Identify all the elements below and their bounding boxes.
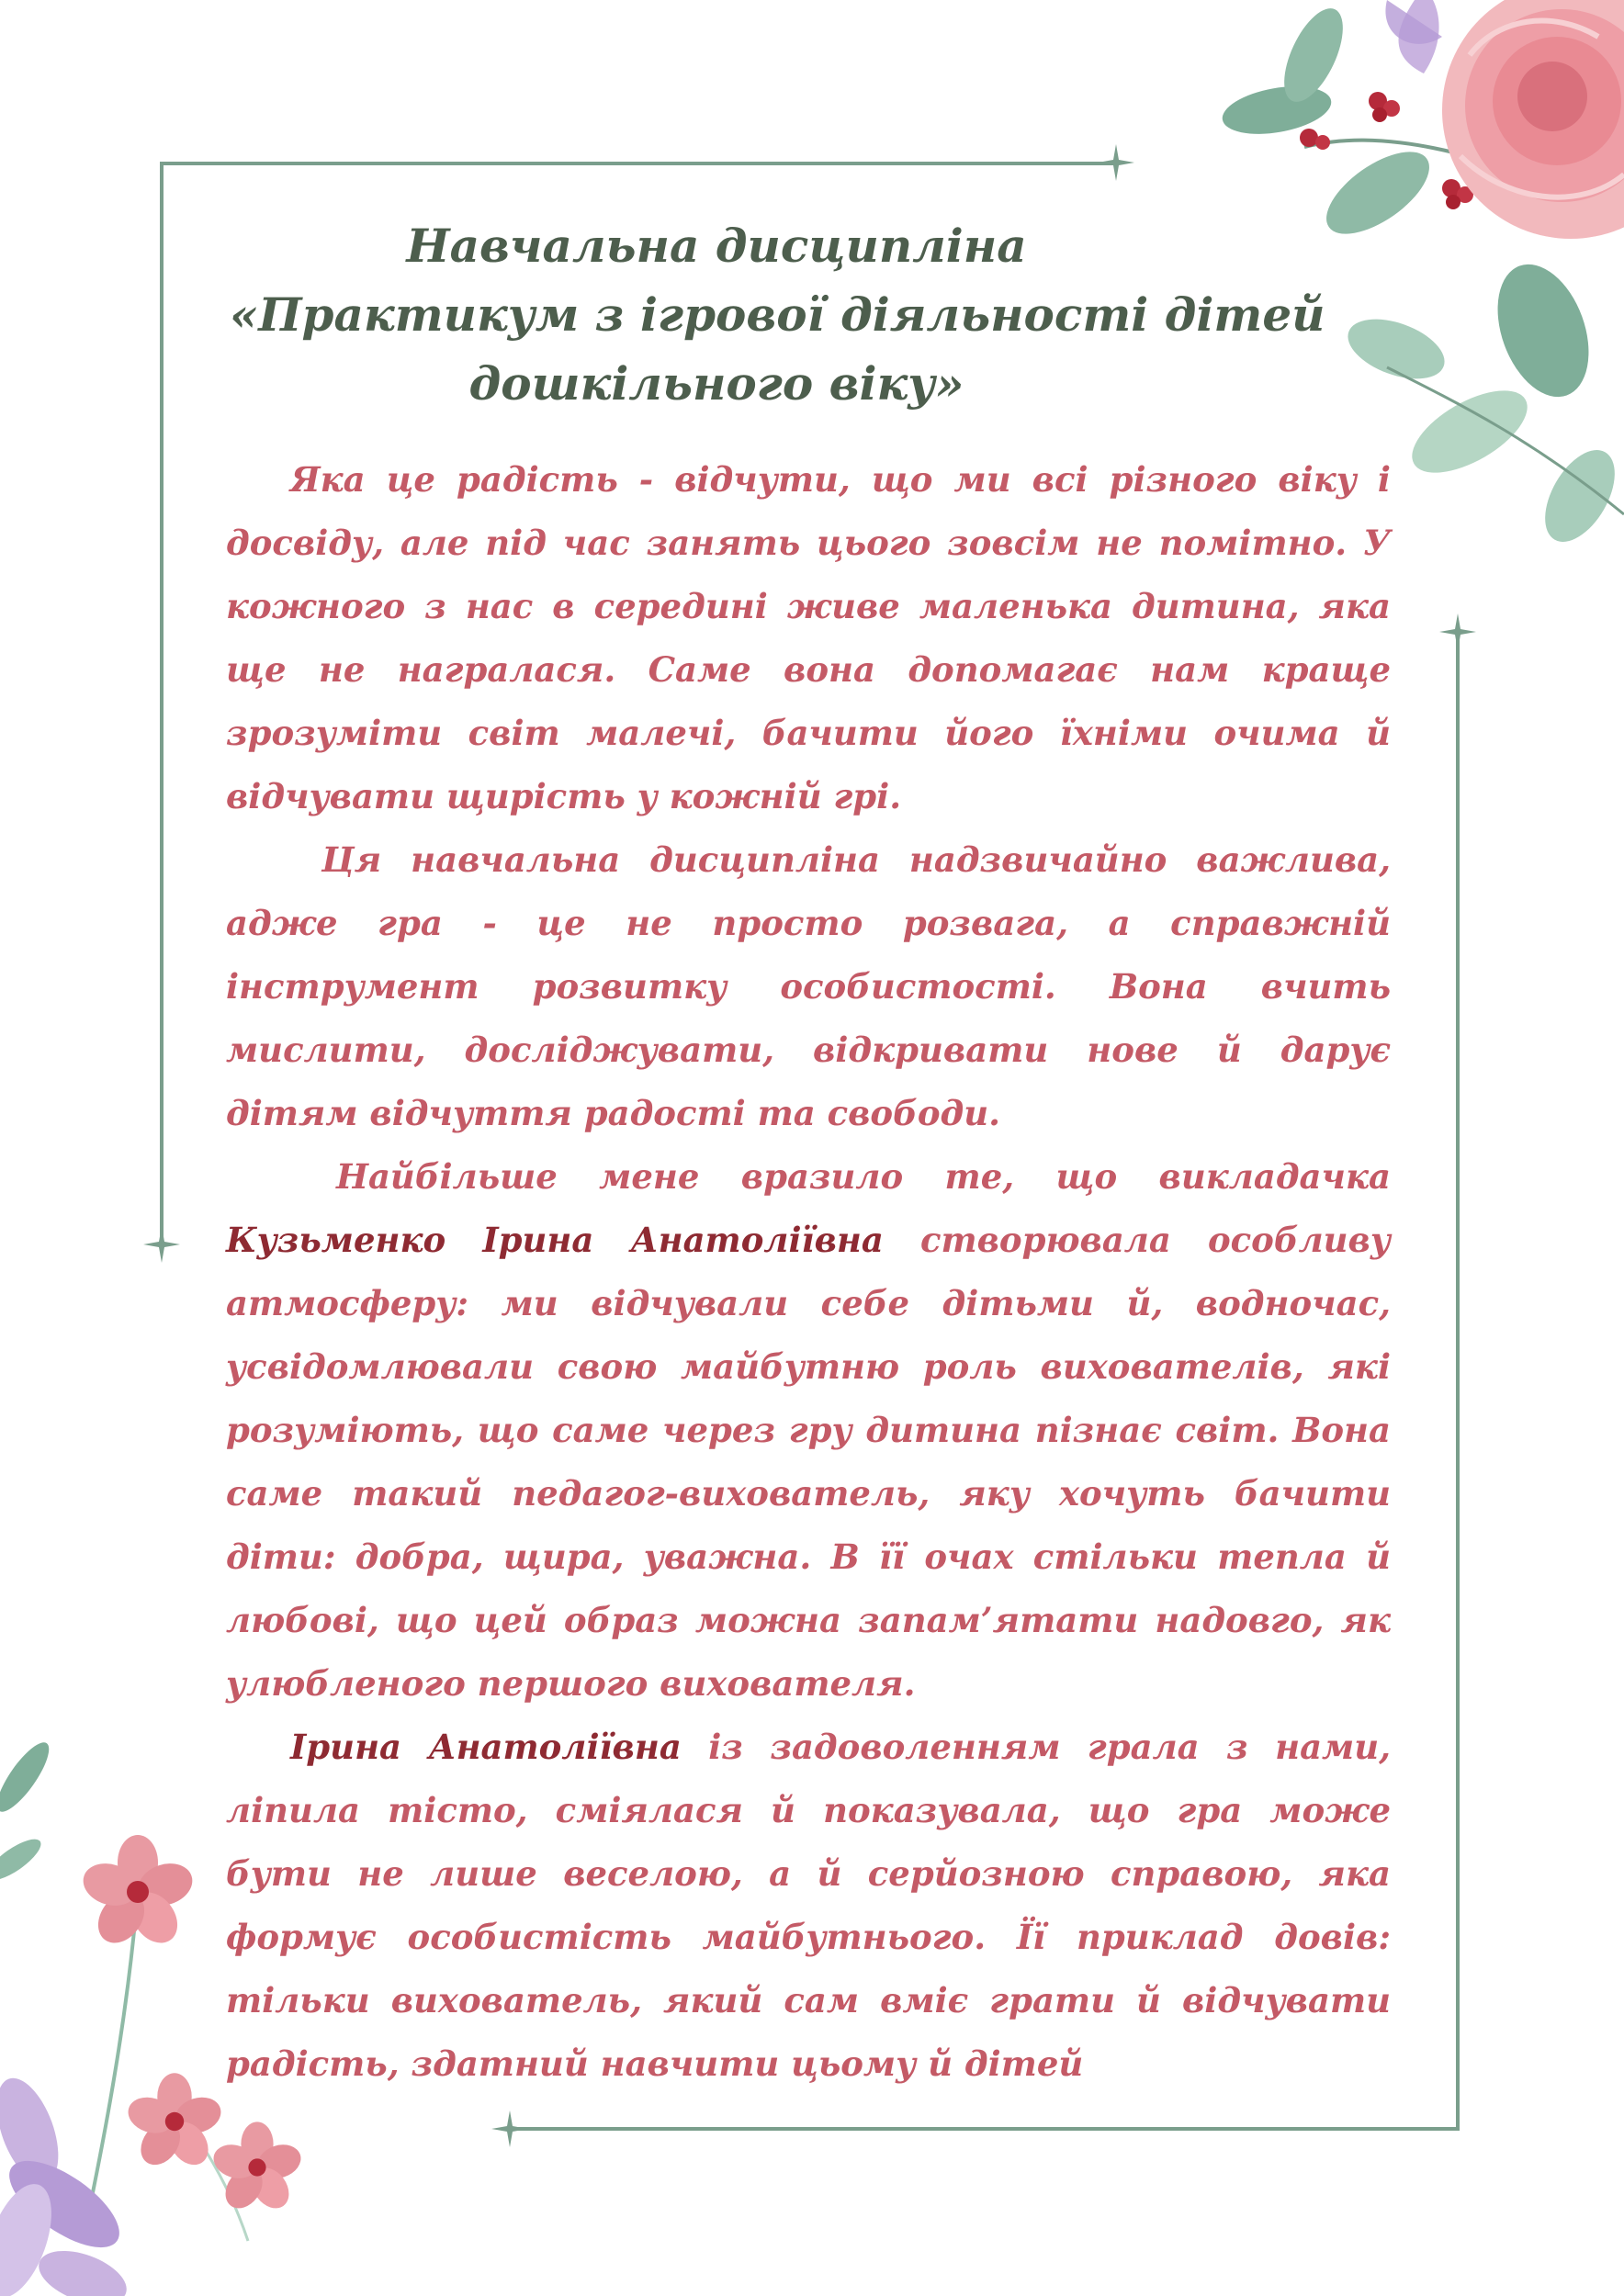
leaf-icon xyxy=(0,1736,57,1818)
title-line-3: дошкільного віку» xyxy=(468,356,964,411)
frame-right-line xyxy=(1456,632,1460,2131)
lavender-flower-icon xyxy=(0,2070,134,2296)
paragraph-2: Ця навчальна дисципліна надзвичайно важлива, адже гра - це не просто розвага, а справжній інструмент розвитку особистості. Вона вчить мислити, досліджувати, відкривати нове й дарує дітям відчуття радості та свободи. xyxy=(226,839,1391,1133)
leaf-icon xyxy=(1399,374,1539,489)
paragraph-1: Яка це радість - відчути, що ми всі різного віку і досвіду, але під час занять цього зовсім не помітно. У кожного з нас в середині живе маленька дитина, яка ще не награлася. Саме вона допомагає нам краще зрозуміти світ малечі, бачити його їхніми очима й відчувати щирість у кожній грі. xyxy=(226,459,1391,816)
sparkle-icon xyxy=(143,1226,180,1263)
paragraph-3-rest: створювала особливу атмосферу: ми відчували себе дітьми й, водночас, усвідомлювали свою майбутню роль вихователів, які розуміють, що саме через гру дитина пізнає світ. Вона саме такий педагог-вихователь, яку хочуть бачити діти: добра, щира, уважна. В її очах стільки тепла й любові, що цей образ можна запам’ятати надовго, як улюбленого першого вихователя. xyxy=(226,1220,1391,1704)
paragraph-3-start: Найбільше мене вразило те, що викладачка xyxy=(336,1156,1391,1197)
frame-left-line xyxy=(160,162,164,1245)
document-title xyxy=(230,211,1325,418)
paragraph-3 xyxy=(226,1145,1391,1716)
paragraph-4-rest: із задоволенням грала з нами, ліпила тісто, сміялася й показувала, що гра може бути не лише веселою, а й серйозною справою, яка формує особистість майбутнього. Її приклад довів: тільки вихователь, який сам вміє грати й відчувати радість, здатний навчити цьому й дітей xyxy=(226,1727,1392,2084)
leaf-icon xyxy=(0,1832,47,1887)
leaf-icon xyxy=(1340,308,1453,390)
leaf-icon xyxy=(1481,252,1606,410)
pink-flower-icon xyxy=(209,2122,306,2215)
rose-flower-icon xyxy=(1442,0,1624,239)
leaf-icon xyxy=(1314,136,1443,250)
sparkle-icon xyxy=(1439,613,1476,650)
title-line-1: Навчальна дисципліна xyxy=(406,219,1027,273)
document-body xyxy=(226,448,1391,2096)
sparkle-icon xyxy=(491,2110,528,2147)
teacher-full-name: Кузьменко Ірина Анатоліївна xyxy=(226,1220,884,1260)
frame-top-line xyxy=(160,162,1115,165)
pink-flower-icon xyxy=(78,1835,198,1952)
paragraph-4 xyxy=(226,1716,1391,2096)
sparkle-icon xyxy=(1098,144,1134,181)
frame-bottom-line xyxy=(510,2127,1460,2131)
teacher-name: Ірина Анатоліївна xyxy=(290,1727,682,1767)
title-line-2: «Практикум з ігрової діяльності дітей xyxy=(230,287,1325,342)
